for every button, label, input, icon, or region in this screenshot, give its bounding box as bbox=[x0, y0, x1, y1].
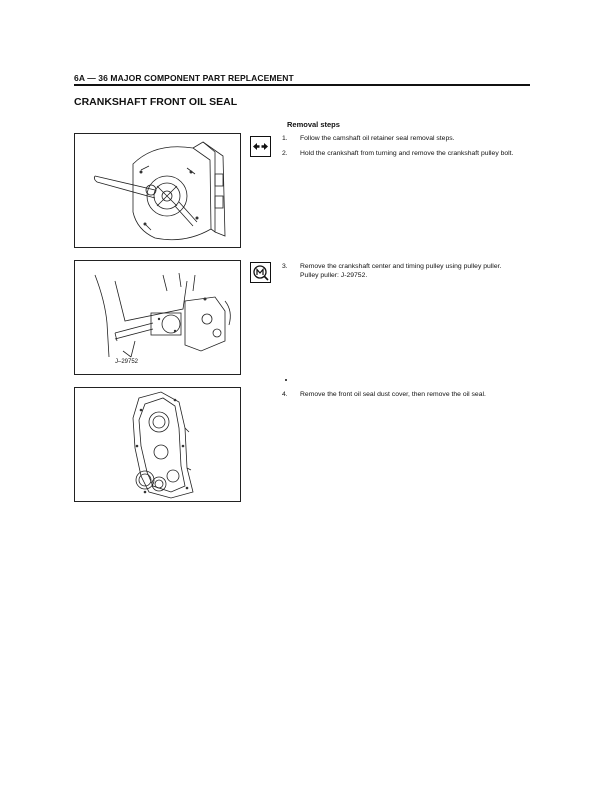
special-tool-icon bbox=[250, 262, 271, 283]
step-2 bbox=[282, 149, 532, 158]
step-number: 2. bbox=[282, 150, 288, 157]
section-title: CRANKSHAFT FRONT OIL SEAL bbox=[74, 96, 238, 108]
removal-steps-title: Removal steps bbox=[287, 120, 340, 129]
step-text: Remove the crankshaft center and timing pulley using pulley puller. bbox=[300, 263, 502, 270]
arrows-remove-icon bbox=[250, 136, 271, 157]
front-cover-illustration bbox=[75, 388, 240, 501]
tool-note: Pulley puller: J-29752. bbox=[300, 272, 368, 279]
step-3 bbox=[282, 262, 532, 280]
step-1 bbox=[282, 134, 532, 143]
figure-pulley-puller bbox=[74, 260, 241, 375]
engine-front-illustration bbox=[75, 134, 240, 247]
figure-crankshaft-pulley-bolt bbox=[74, 133, 241, 248]
pulley-puller-illustration bbox=[75, 261, 240, 374]
step-number: 3. bbox=[282, 263, 288, 270]
step-text: Remove the front oil seal dust cover, then remove the oil seal. bbox=[300, 391, 486, 398]
page-header: 6A — 36 MAJOR COMPONENT PART REPLACEMENT bbox=[74, 73, 294, 83]
step-number: 1. bbox=[282, 135, 288, 142]
bullet-dot bbox=[285, 379, 287, 381]
header-rule bbox=[74, 84, 530, 86]
step-4 bbox=[282, 390, 532, 399]
step-text: Hold the crankshaft from turning and remove the crankshaft pulley bolt. bbox=[300, 150, 514, 157]
tool-number-label: J–29752 bbox=[115, 359, 139, 365]
figure-front-oil-seal bbox=[74, 387, 241, 502]
step-number: 4. bbox=[282, 391, 288, 398]
step-text: Follow the camshaft oil retainer seal removal steps. bbox=[300, 135, 455, 142]
